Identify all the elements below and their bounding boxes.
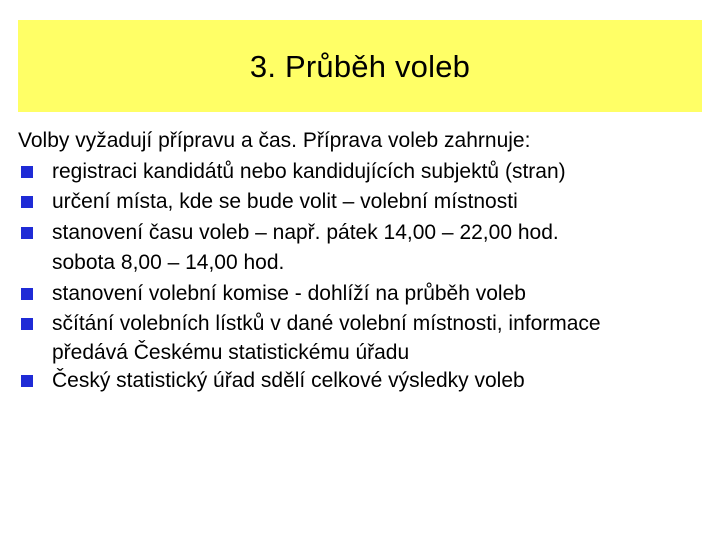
list-item-text-continued: předává Českému statistickému úřadu	[52, 340, 410, 364]
slide-content	[18, 126, 708, 396]
square-bullet-icon	[21, 288, 33, 300]
list-item-text: registraci kandidátů nebo kandidujících subjektů (stran)	[52, 159, 566, 183]
list-item	[18, 218, 708, 249]
list-item-text: stanovení volební komise - dohlíží na průběh voleb	[52, 281, 526, 305]
square-bullet-icon	[21, 166, 33, 178]
list-item	[18, 366, 708, 397]
list-item	[18, 279, 708, 310]
list-item	[18, 187, 708, 218]
list-item-text: určení místa, kde se bude volit – volební místnosti	[52, 190, 518, 213]
slide-title: 3. Průběh voleb	[249, 48, 471, 84]
intro-text: Volby vyžadují přípravu a čas. Příprava voleb zahrnuje:	[18, 129, 531, 152]
list-item	[18, 309, 708, 366]
square-bullet-icon	[21, 318, 33, 330]
bullet-list	[18, 157, 708, 397]
square-bullet-icon	[21, 196, 33, 208]
continuation-text: sobota 8,00 – 14,00 hod.	[52, 251, 285, 274]
list-item-text: sčítání volebních lístků v dané volební místnosti, informace	[52, 312, 601, 335]
continuation-line	[18, 248, 708, 279]
list-item-text: stanovení času voleb – např. pátek 14,00 – 22,00 hod.	[52, 220, 559, 244]
title-banner	[18, 20, 702, 112]
square-bullet-icon	[21, 227, 33, 239]
square-bullet-icon	[21, 375, 33, 387]
list-item-text: Český statistický úřad sdělí celkové výsledky voleb	[52, 368, 525, 392]
list-item	[18, 157, 708, 188]
